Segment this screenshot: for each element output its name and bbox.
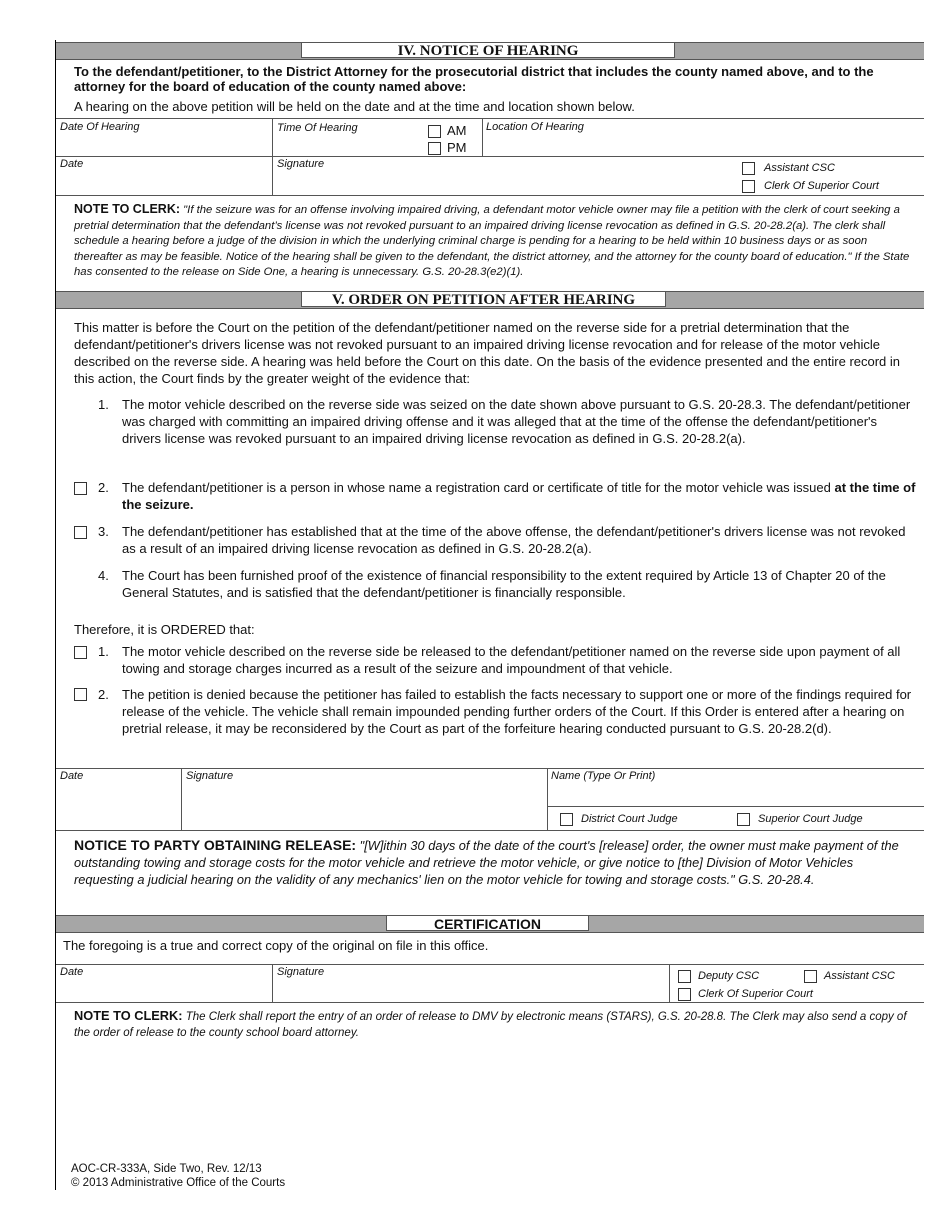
date-of-hearing-field[interactable] (60, 136, 265, 150)
certification-title: CERTIFICATION (386, 915, 589, 931)
certification-text: The foregoing is a true and correct copy of the original on file in this office. (63, 938, 489, 953)
finding-1-number: 1. (98, 397, 109, 412)
am-label: AM (447, 123, 467, 138)
section-iv-header (56, 42, 924, 60)
order-1: The motor vehicle described on the reverse side be released to the defendant/petitioner named on the reverse side upon payment of all towing and storage charges incurred as a result of the seizure and impoundment of that vehicle. (122, 644, 901, 676)
cert-clerk-superior-label: Clerk Of Superior Court (698, 988, 813, 1000)
order-2-checkbox[interactable] (74, 686, 87, 704)
clerk-superior-checkbox[interactable] (742, 178, 755, 196)
notice-to-party-text: "[W]ithin 30 days of the date of the court's [release] order, the owner must make payment of the outstanding towing and storage costs for the motor vehicle and retrieve the motor vehicle, or give notice to [the] Division of Motor Vehicles requesting a judicial hearing on the validity of any mechanics' lien on the motor vehicle for towing and storage costs." G.S. 20-28.4. (74, 838, 899, 887)
am-checkbox[interactable] (428, 123, 441, 141)
order-2: The petition is denied because the petitioner has failed to establish the facts necessary to support one or more of the findings required for release of the vehicle. The vehicle shall remain impounded pending further orders of the Court. If this Order is entered after a hearing on pretrial release, it may be reconsidered by the Court as part of the forfeiture hearing conducted pursuant to G.S. 20-28.2(d). (122, 687, 912, 736)
order-1-number: 1. (98, 644, 109, 659)
superior-judge-checkbox[interactable] (737, 811, 750, 829)
finding-3-number: 3. (98, 524, 109, 539)
district-judge-label: District Court Judge (581, 813, 678, 825)
deputy-csc-checkbox[interactable] (678, 968, 691, 986)
note-to-clerk-cert (74, 1008, 914, 1041)
deputy-csc-label: Deputy CSC (698, 970, 760, 982)
judge-signature-field[interactable] (184, 786, 544, 826)
cert-note-label: NOTE TO CLERK: (74, 1008, 183, 1023)
finding-2-bold: at the time of the seizure. (122, 480, 916, 512)
finding-2 (122, 479, 917, 513)
section-v-title: V. ORDER ON PETITION AFTER HEARING (301, 291, 666, 307)
finding-1: The motor vehicle described on the reverse side was seized on the date shown above pursuant to G.S. 20-28.3. The defendant/petitioner was charged with committing an impaired driving offense and it was alleged that at the time of the offense the defendant/petitioner's drivers license was revoked pursuant to an impaired driving license revocation as defined in G.S. 20-28.2(a). (122, 397, 911, 446)
assistant-csc-checkbox[interactable] (742, 160, 755, 178)
date-of-hearing-label: Date Of Hearing (60, 121, 140, 133)
order-intro: This matter is before the Court on the petition of the defendant/petitioner named on the reverse side for a pretrial determination that the defendant/petitioner's drivers license was not revoked pursuant to an impaired driving license revocation and for release of the motor vehicle described on the reverse side. A hearing was held before the Court on this date. On the basis of the evidence presented and the entire record in this action, the Court finds by the greater weight of the evidence that: (74, 320, 901, 386)
finding-3-checkbox[interactable] (74, 524, 87, 542)
location-of-hearing-field[interactable] (486, 136, 916, 150)
sec5-signature-label: Signature (186, 770, 234, 782)
judge-name-field[interactable] (551, 786, 919, 802)
ordered-heading: Therefore, it is ORDERED that: (74, 622, 255, 637)
location-of-hearing-label: Location Of Hearing (486, 121, 584, 133)
cert-signature-field[interactable] (276, 980, 666, 998)
finding-2-checkbox[interactable] (74, 480, 87, 498)
district-judge-checkbox[interactable] (560, 811, 573, 829)
name-type-label: Name (Type Or Print) (551, 770, 656, 782)
sec4-signature-label: Signature (277, 158, 325, 170)
hearing-intro: A hearing on the above petition will be held on the date and at the time and location shown below. (74, 99, 635, 114)
notice-to-party (74, 837, 906, 888)
superior-judge-label: Superior Court Judge (758, 813, 863, 825)
finding-4-number: 4. (98, 568, 109, 583)
finding-3: The defendant/petitioner has established that at the time of the above offense, the defendant/petitioner's drivers license was not revoked as a result of an impaired driving license revocation as defined in G.S. 20-28.2(a). (122, 524, 906, 556)
cert-assistant-csc-label: Assistant CSC (824, 970, 895, 982)
sec5-date-label: Date (60, 770, 84, 782)
cert-assistant-csc-checkbox[interactable] (804, 968, 817, 986)
cert-signature-label: Signature (277, 966, 325, 978)
finding-2-number: 2. (98, 480, 109, 495)
time-of-hearing-field[interactable] (274, 136, 424, 150)
section-iv-title: IV. NOTICE OF HEARING (301, 42, 675, 58)
section-v-header (56, 291, 924, 309)
note-label: NOTE TO CLERK: (74, 202, 181, 216)
order-1-checkbox[interactable] (74, 644, 87, 662)
cert-note-text: The Clerk shall report the entry of an order of release to DMV by electronic means (STARS), G.S. 20-28.8. The Clerk may also send a copy of the order of release to the county school board attorney. (74, 1011, 907, 1039)
cert-date-label: Date (60, 966, 84, 978)
pm-label: PM (447, 140, 467, 155)
finding-4: The Court has been furnished proof of the existence of financial responsibility to the extent required by Article 13 of Chapter 20 of the General Statutes, and is satisfied that the defendant/petitioner is financially responsible. (122, 568, 886, 600)
order-2-number: 2. (98, 687, 109, 702)
assistant-csc-label: Assistant CSC (764, 162, 835, 174)
sec4-date-label: Date (60, 158, 84, 170)
notice-to-party-label: NOTICE TO PARTY OBTAINING RELEASE: (74, 837, 357, 853)
time-of-hearing-label: Time Of Hearing (277, 122, 358, 134)
form-id: AOC-CR-333A, Side Two, Rev. 12/13 (71, 1163, 262, 1175)
form-page (55, 40, 924, 1190)
sec4-signature-field[interactable] (274, 172, 724, 190)
note-text: "If the seizure was for an offense involving impaired driving, a defendant motor vehicle owner may file a petition with the clerk of court seeking a pretrial determination that the defendant’s license was not revoked pursuant to an impaired driving license revocation as defined in G.S. 20-28.2(a). The clerk shall schedule a hearing before a judge of the division in which the underlying criminal charge is pending for a hearing to be held within 10 business days or as soon thereafter as may be feasible. Notice of the hearing shall be given to the defendant, the district attorney, and the attorney for the county board of education." If the State has consented to the release on Side One, a hearing is unnecessary. G.S. 20-28.3(e2)(1). (74, 204, 910, 278)
copyright: © 2013 Administrative Office of the Courts (71, 1177, 286, 1189)
certification-header (56, 915, 924, 933)
finding-2-text: The defendant/petitioner is a person in whose name a registration card or certificate of title for the motor vehicle was issued (122, 480, 831, 495)
note-to-clerk-iv (74, 202, 912, 281)
clerk-superior-label: Clerk Of Superior Court (764, 180, 879, 192)
notice-recipients: To the defendant/petitioner, to the District Attorney for the prosecutorial district that includes the county named above, and to the attorney for the board of education of the county named above: (74, 64, 874, 94)
